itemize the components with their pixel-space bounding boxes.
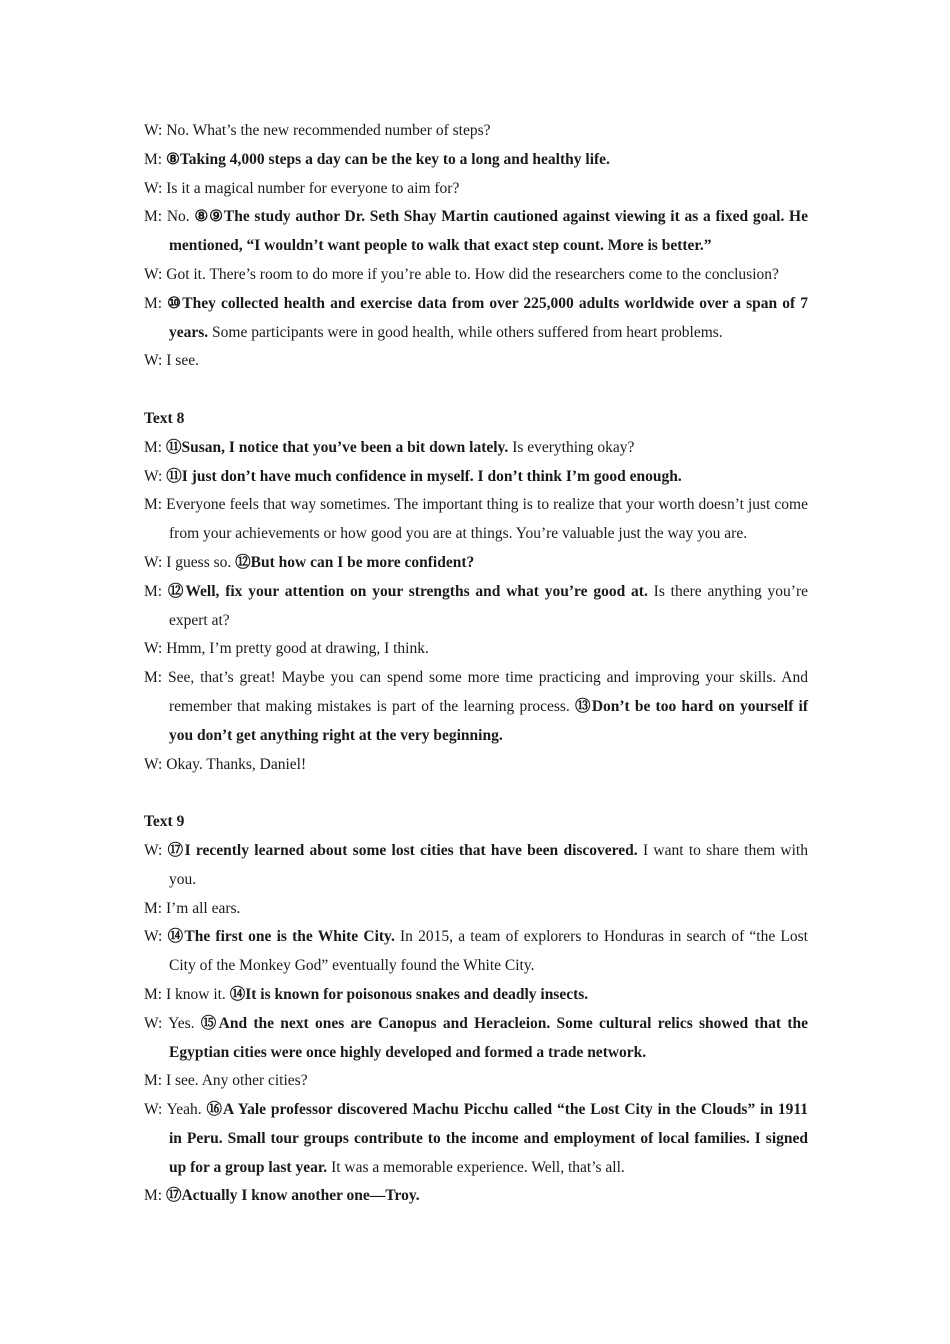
speaker-label: W:: [144, 755, 167, 773]
dialogue-line: [144, 1096, 808, 1182]
question-marker: ⑫: [167, 582, 186, 600]
section-heading: Text 9: [144, 813, 185, 831]
speaker-label: M:: [144, 150, 166, 168]
question-marker: ⑩: [167, 294, 183, 312]
speaker-label: W:: [144, 467, 167, 485]
dialogue-text: I see. Any other cities?: [165, 1072, 308, 1090]
dialogue-text: Yeah.: [166, 1101, 207, 1119]
speaker-label: W:: [144, 179, 167, 197]
dialogue-text: Yes.: [168, 1014, 201, 1032]
key-sentence: A Yale professor discovered Machu Picchu called “the Lost City in the Clouds” in 1911 in Peru. Small tour groups contribute to the income and employment of local families. I signed up for a group last year.: [169, 1101, 808, 1176]
speaker-label: M:: [144, 1072, 166, 1090]
dialogue-text: I want to share them with you.: [169, 841, 808, 888]
dialogue-line: [144, 463, 808, 492]
dialogue-text: Got it. There’s room to do more if you’re able to. How did the researchers come to the conclusion?: [166, 265, 779, 283]
key-sentence: I just don’t have much confidence in myself. I don’t think I’m good enough.: [181, 467, 682, 485]
dialogue-line: [144, 1182, 808, 1211]
dialogue-line: [144, 664, 808, 750]
question-marker: ⑬: [575, 697, 592, 715]
dialogue-text: Okay. Thanks, Daniel!: [166, 755, 307, 773]
dialogue-text: I see.: [166, 352, 199, 370]
dialogue-text: Hmm, I’m pretty good at drawing, I think.: [166, 640, 429, 658]
speaker-label: M:: [144, 899, 166, 917]
dialogue-text: I guess so.: [166, 553, 236, 571]
section-heading: Text 8: [144, 409, 185, 427]
dialogue-text: Is it a magical number for everyone to aim for?: [166, 179, 460, 197]
dialogue-line: [144, 635, 808, 664]
dialogue-line: [144, 837, 808, 895]
question-marker: ⑯: [206, 1101, 224, 1119]
dialogue-line: [144, 347, 808, 376]
speaker-label: M:: [144, 669, 168, 687]
key-sentence: But how can I be more confident?: [250, 553, 475, 571]
speaker-label: W:: [144, 122, 167, 139]
speaker-label: W:: [144, 265, 167, 283]
speaker-label: W:: [144, 1101, 167, 1119]
transcript-page: [144, 117, 808, 1211]
section-gap: [144, 376, 808, 405]
dialogue-line: [144, 290, 808, 348]
dialogue-line: [144, 895, 808, 924]
dialogue-text: No. What’s the new recommended number of steps?: [166, 122, 491, 139]
dialogue-line: [144, 146, 808, 175]
dialogue-line: [144, 923, 808, 981]
key-sentence: The first one is the White City.: [184, 928, 395, 946]
speaker-label: W:: [144, 553, 167, 571]
question-marker: ⑰: [167, 841, 185, 859]
dialogue-line: [144, 751, 808, 780]
question-marker: ⑪: [165, 438, 182, 456]
dialogue-line: [144, 175, 808, 204]
dialogue-line: [144, 117, 808, 146]
question-marker: ⑮: [200, 1014, 219, 1032]
key-sentence: I recently learned about some lost cities that have been discovered.: [184, 841, 638, 859]
question-marker: ⑭: [167, 928, 185, 946]
speaker-label: W:: [144, 352, 167, 370]
speaker-label: M:: [144, 208, 167, 226]
key-sentence: Well, fix your attention on your strengths and what you’re good at.: [185, 582, 648, 600]
dialogue-text: Some participants were in good health, while others suffered from heart problems.: [208, 323, 723, 341]
dialogue-text: I’m all ears.: [165, 899, 241, 917]
dialogue-line: [144, 203, 808, 261]
dialogue-text: No.: [166, 208, 195, 226]
dialogue-text: Is everything okay?: [508, 438, 635, 456]
question-marker: ⑧⑨: [194, 208, 224, 226]
dialogue-line: [144, 1067, 808, 1096]
dialogue-line: [144, 434, 808, 463]
speaker-label: W:: [144, 640, 167, 658]
speaker-label: W:: [144, 928, 168, 946]
dialogue-line: [144, 981, 808, 1010]
speaker-label: M:: [144, 1187, 166, 1205]
dialogue-text: Is there anything you’re expert at?: [169, 582, 808, 629]
speaker-label: W:: [144, 841, 168, 859]
dialogue-line: [144, 549, 808, 578]
key-sentence: They collected health and exercise data from over 225,000 adults worldwide over a span of 7 years.: [169, 294, 808, 341]
dialogue-line: [144, 578, 808, 636]
dialogue-line: [144, 261, 808, 290]
question-marker: ⑧: [165, 150, 180, 168]
speaker-label: M:: [144, 496, 167, 514]
question-marker: ⑪: [166, 467, 182, 485]
key-sentence: Actually I know another one—Troy.: [181, 1187, 420, 1205]
question-marker: ⑫: [235, 553, 251, 571]
dialogue-line: [144, 491, 808, 549]
dialogue-text: See, that’s great! Maybe you can spend some more time practicing and improving your skills. And remember that making mistakes is part of the learning process.: [167, 669, 808, 715]
key-sentence: Susan, I notice that you’ve been a bit down lately.: [181, 438, 509, 456]
question-marker: ⑭: [229, 985, 246, 1003]
speaker-label: W:: [144, 1014, 169, 1032]
dialogue-text: Everyone feels that way sometimes. The important thing is to realize that your worth doesn’t just come from your achievements or how good you are at things. You’re valuable just the way you are.: [166, 496, 808, 543]
key-sentence: Don’t be too hard on yourself if you don’t get anything right at the very beginning.: [169, 697, 809, 744]
question-marker: ⑰: [165, 1187, 182, 1205]
dialogue-line: [144, 1010, 808, 1068]
key-sentence: Taking 4,000 steps a day can be the key to a long and healthy life.: [179, 150, 610, 168]
key-sentence: The study author Dr. Seth Shay Martin cautioned against viewing it as a fixed goal. He mentioned, “I wouldn’t want people to walk that exact step count. More is better.”: [169, 208, 808, 255]
speaker-label: M:: [144, 582, 168, 600]
speaker-label: M:: [144, 438, 166, 456]
speaker-label: M:: [144, 985, 166, 1003]
key-sentence: It is known for poisonous snakes and deadly insects.: [245, 985, 589, 1003]
speaker-label: M:: [144, 294, 168, 312]
section-gap: [144, 779, 808, 808]
dialogue-text: In 2015, a team of explorers to Honduras in search of “the Lost City of the Monkey God” eventually found the White City.: [169, 928, 808, 975]
key-sentence: And the next ones are Canopus and Heracleion. Some cultural relics showed that the Egyptian cities were once highly developed and formed a trade network.: [169, 1014, 808, 1061]
dialogue-text: I know it.: [165, 985, 230, 1003]
dialogue-text: It was a memorable experience. Well, that’s all.: [327, 1158, 625, 1176]
